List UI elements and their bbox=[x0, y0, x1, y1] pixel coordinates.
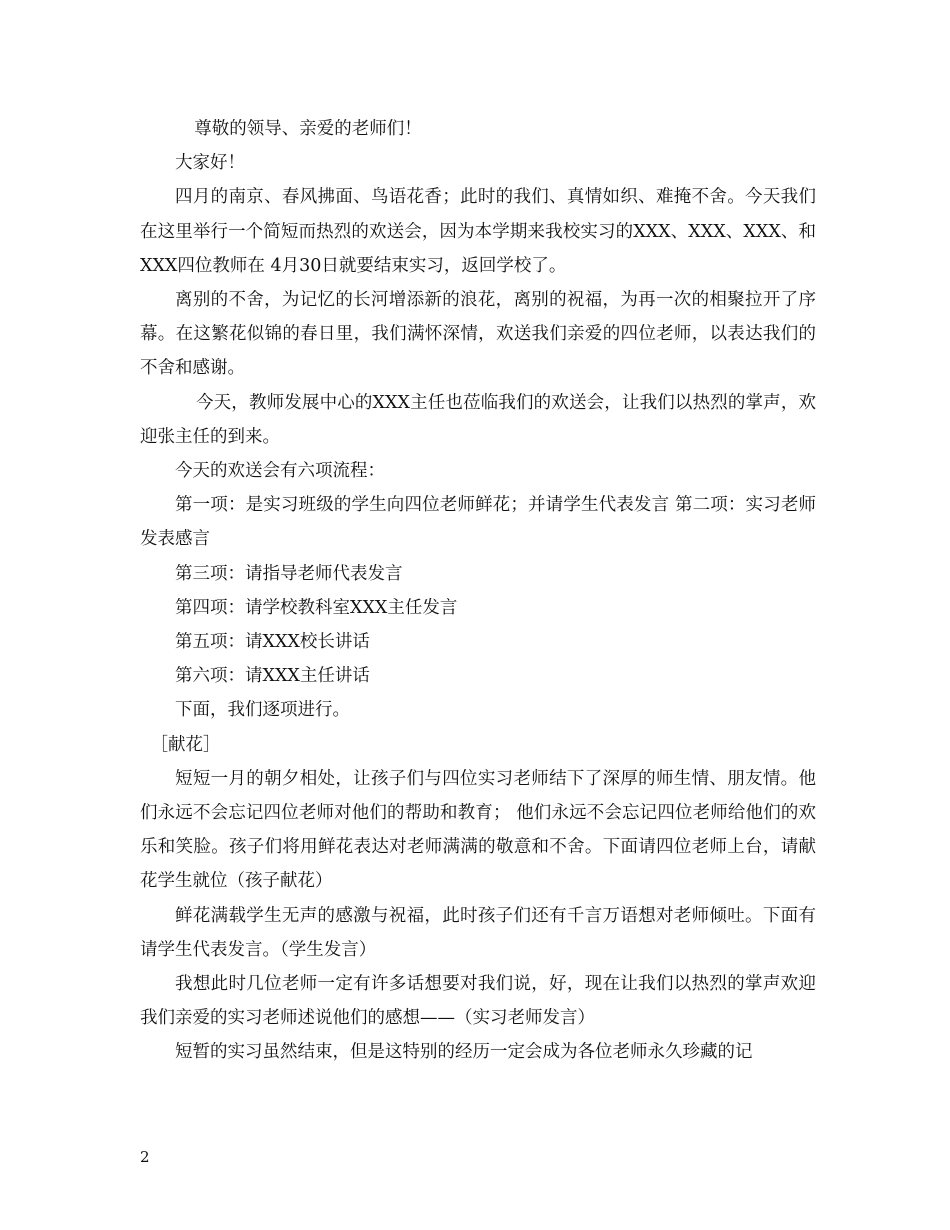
agenda-heading: 今天的欢送会有六项流程： bbox=[175, 461, 385, 482]
agenda-item-3: 第三项：请指导老师代表发言 bbox=[175, 563, 403, 584]
paragraph-teacher-speech: 我想此时几位老师一定有许多话想要对我们说，好，现在让我们以热烈的掌声欢迎我们亲爱的实习老师述说他们的感想——（实习老师发言） bbox=[140, 974, 816, 1029]
paragraph-flowers: 短短一月的朝夕相处，让孩子们与四位实习老师结下了深厚的师生情、朋友情。他们永远不会忘记四位老师对他们的帮助和教育； 他们永远不会忘记四位老师给他们的欢乐和笑脸。孩子们将用鲜花表达对老师满满的敬意和不舍。下面请四位老师上台，请献花学生就位（孩子献花） bbox=[140, 768, 816, 892]
paragraph-director-welcome: 今天，教师发展中心的XXX主任也莅临我们的欢送会，让我们以热烈的掌声，欢迎张主任的到来。 bbox=[140, 392, 816, 447]
paragraph-farewell: 离别的不舍，为记忆的长河增添新的浪花，离别的祝福，为再一次的相聚拉开了序幕。在这繁花似锦的春日里，我们满怀深情，欢送我们亲爱的四位老师，以表达我们的不舍和感谢。 bbox=[140, 290, 816, 379]
agenda-item-6: 第六项：请XXX主任讲话 bbox=[175, 666, 370, 687]
document-body bbox=[140, 112, 816, 1070]
greeting: 大家好！ bbox=[175, 153, 245, 174]
agenda-item-1-2: 第一项：是实习班级的学生向四位老师鲜花；并请学生代表发言 第二项：实习老师发表感言 bbox=[140, 495, 816, 550]
paragraph-student-speech: 鲜花满载学生无声的感激与祝福，此时孩子们还有千言万语想对老师倾吐。下面有请学生代表发言。（学生发言） bbox=[140, 905, 816, 960]
section-label-flowers: ［献花］ bbox=[150, 734, 221, 755]
page-number: 2 bbox=[140, 1148, 150, 1166]
proceed-line: 下面，我们逐项进行。 bbox=[175, 700, 350, 721]
paragraph-closing: 短暂的实习虽然结束，但是这特别的经历一定会成为各位老师永久珍藏的记 bbox=[175, 1042, 753, 1063]
paragraph-intro: 四月的南京、春风拂面、鸟语花香；此时的我们、真情如织、难掩不舍。今天我们在这里举行一个简短而热烈的欢送会，因为本学期来我校实习的XXX、XXX、XXX、和XXX四位教师在 4月30日就要结束实习，返回学校了。 bbox=[140, 187, 816, 276]
agenda-item-5: 第五项：请XXX校长讲话 bbox=[175, 632, 370, 653]
salutation: 尊敬的领导、亲爱的老师们！ bbox=[194, 119, 422, 139]
agenda-item-4: 第四项：请学校教科室XXX主任发言 bbox=[175, 597, 458, 618]
